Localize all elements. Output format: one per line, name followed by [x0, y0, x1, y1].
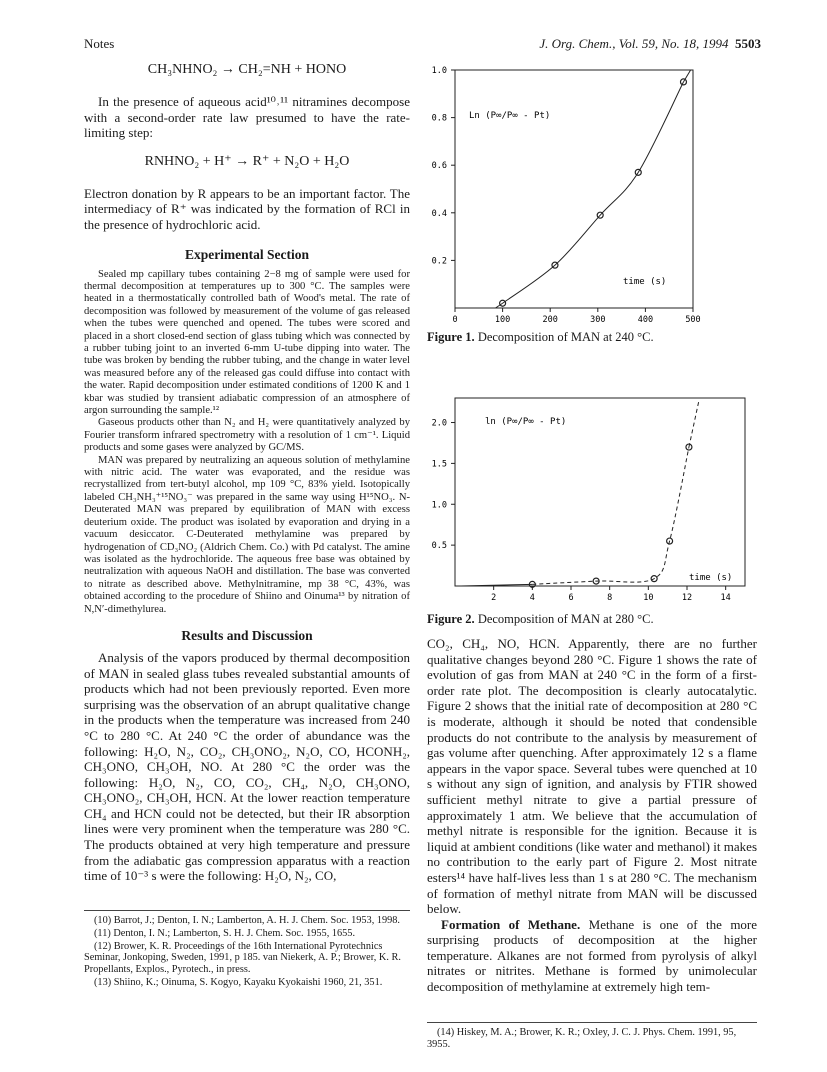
- f2-x-tick-label-14: 14: [720, 593, 731, 603]
- f2-x-tick-label-12: 12: [681, 593, 693, 603]
- experimental-paragraph-2: Gaseous products other than N₂ and H₂ were quantitatively analyzed by Fourier transform infrared spectrometry with a resolution of 1 cm⁻¹. Liquid products and some gases were analyzed by GC/MS.: [84, 417, 410, 454]
- figure-2-caption: [427, 612, 654, 627]
- figure-2-x-axis-label: time (s): [689, 573, 733, 583]
- experimental-paragraph-3: MAN was prepared by neutralizing an aqueous solution of methylamine with nitric acid. The water was evaporated, and the residue was recrystallized from tert-butyl alcohol, mp 109 °C, 83% yield. Isotopically labeled CH₃NH₃⁺¹⁵NO₃⁻ was prepared in the same way using H¹⁵NO₃. N-Deuterated MAN was prepared by equilibration of MAN with excess deuterium oxide. The product was isolated by evaporation and drying in a vacuum desiccator. C-Deuterated methylamine was prepared by hydrogenation of CD₃NO₂ (Aldrich Chem. Co.) with Pd catalyst. The amine was isolated as the hydrochloride. The aqueous free base was obtained by neutralization with aqueous NaOH and distillation. The base was converted to nitrate as described above. Methylnitramine, mp 38 °C, 43%, was obtained according to the procedure of Shiino and Oinuma¹³ by nitration of N,N′-dimethylurea.: [84, 454, 410, 615]
- f2-y-tick-label-1.0: 1.0: [431, 500, 447, 511]
- figure-1-caption: [427, 330, 654, 345]
- f1-frame: [455, 70, 693, 308]
- figure-2-plot: [427, 390, 757, 615]
- footnote-10: (10) Barrot, J.; Denton, I. N.; Lamberton, A. H. J. Chem. Soc. 1953, 1998.: [94, 915, 401, 926]
- footnotes-left: [84, 910, 410, 990]
- f2-x-tick-label-8: 8: [607, 593, 613, 603]
- f2-y-tick-label-1.5: 1.5: [431, 459, 447, 470]
- results-heading: Results and Discussion: [181, 627, 313, 643]
- equation-2: RNHNO₂ + H⁺ → R⁺ + N₂O + H₂O: [144, 153, 350, 169]
- f2-x-tick-label-10: 10: [643, 593, 654, 603]
- figure-1-caption-text: Decomposition of MAN at 240 °C.: [477, 330, 654, 344]
- f1-y-tick-label-0.2: 0.2: [431, 256, 447, 267]
- f1-y-tick-label-1.0: 1.0: [431, 66, 447, 76]
- methane-heading: Formation of Methane.: [441, 916, 581, 932]
- f1-x-tick-label-400: 400: [637, 315, 654, 325]
- paragraph-electron: Electron donation by R appears to be an important factor. The intermediacy of R⁺ was indicated by the formation of RCl in the presence of hydrochloric acid.: [84, 185, 410, 232]
- f2-y-tick-label-0.5: 0.5: [431, 541, 447, 552]
- f2-curve-end: [689, 402, 699, 447]
- figure-1-label: Figure 1.: [427, 330, 475, 344]
- figure-2-caption-text: Decomposition of MAN at 280 °C.: [477, 612, 654, 626]
- f1-x-tick-label-100: 100: [494, 315, 511, 325]
- footnotes-right: [427, 1022, 757, 1052]
- right-column: [427, 636, 757, 995]
- header-journal-info: [539, 36, 761, 52]
- f2-x-tick-label-4: 4: [529, 593, 535, 603]
- f1-x-tick-label-500: 500: [685, 315, 701, 325]
- footnote-12: (12) Brower, K. R. Proceedings of the 16th International Pyrotechnics Seminar, Jonkoping, Sweden, 1991, p 185. van Niekerk, A. P.; Brower, K. R. Propellants, Explos., Pyrotech., in press.: [84, 940, 401, 976]
- figure-1-series-label: Ln (P∞/P∞ - Pt): [469, 111, 551, 121]
- figure-2-series-label: ln (P∞/P∞ - Pt): [485, 417, 567, 427]
- footnote-14: (14) Hiskey, M. A.; Brower, K. R.; Oxley, J. C. J. Phys. Chem. 1991, 95, 3955.: [427, 1027, 737, 1050]
- f2-x-tick-label-2: 2: [491, 593, 497, 603]
- journal-volume: Vol. 59, No. 18, 1994: [618, 36, 729, 51]
- equation-1: CH₃NHNO₂ → CH₂=NH + HONO: [147, 62, 347, 77]
- f2-y-tick-label-2.0: 2.0: [431, 418, 447, 429]
- f1-y-tick-label-0.8: 0.8: [431, 113, 447, 124]
- f2-x-tick-label-6: 6: [568, 593, 574, 603]
- figure-1-plot: [427, 58, 757, 328]
- methane-text: Methane is one of the more surprising products of decomposition at the higher temperature. Alkanes are not formed from pyrolysis of alkyl nitrates or nitrites. Methane is formed by unimolecular decomposition of methylamine at extremely high tem-: [427, 916, 758, 995]
- right-paragraph-1: CO₂, CH₄, NO, HCN. Apparently, there are no further qualitative changes beyond 280 °C. Figure 1 shows the rate of evolution of gas from MAN at 240 °C in the form of a first-order rate plot. The decomposition is clearly autocatalytic. Figure 2 shows that the initial rate of decomposition at 280 °C is moderate, although it should be noted that condensible products do not contribute to the analysis by measurement of gas volume after quenching. After approximately 12 s a flame appears in the vapor space. Several tubes were quenched at 10 s without any sign of ignition, and analysis by FTIR showed sufficient methyl nitrate to give a partial pressure of approximately 1 atm. We believe that the accumulation of methyl nitrate is responsible for the ignition. Because it is liquid at ambient conditions (like water and methanol) it makes no contribution to the early part of Figure 2. Most nitrate esters¹⁴ have half-lives less than 1 s at 280 °C. The mechanism of formation of methyl nitrate from MAN will be discussed below.: [427, 636, 757, 917]
- f1-curve-end: [683, 70, 690, 82]
- figure-1-x-axis-label: time (s): [623, 277, 667, 287]
- paragraph-acid: In the presence of aqueous acid¹⁰˒¹¹ nitramines decompose with a second-order rate law presumed to have the rate-limiting step:: [84, 94, 410, 141]
- page-number: 5503: [735, 36, 761, 51]
- f1-y-tick-label-0.4: 0.4: [431, 208, 447, 219]
- f1-y-tick-label-0.6: 0.6: [431, 161, 447, 172]
- methane-paragraph: [427, 917, 757, 995]
- f2-fit-curve: [532, 447, 689, 584]
- footnote-11: (11) Denton, I. N.; Lamberton, S. H. J. Chem. Soc. 1955, 1655.: [94, 927, 356, 939]
- footnote-13: (13) Shiino, K.; Oinuma, S. Kogyo, Kayaku Kyokaishi 1960, 21, 351.: [94, 976, 383, 988]
- f1-x-tick-label-300: 300: [590, 315, 606, 325]
- journal-name: J. Org. Chem.,: [539, 36, 616, 51]
- f1-x-tick-label-200: 200: [542, 315, 558, 325]
- left-column: [84, 58, 410, 884]
- results-paragraph-1: Analysis of the vapors produced by thermal decomposition of MAN in sealed glass tubes revealed substantial amounts of products which had not been previously reported. Even more surprising was the observation of an abrupt qualitative change in the products when the temperature was increased from 240 °C to 280 °C. At 240 °C the order of abundance was the following: H₂O, N₂, CO₂, CH₃ONO₂, N₂O, CO, HCONH₂, CH₃ONO, CH₃OH, NO. At 280 °C the order was the following: H₂O, N₂, CO, CO₂, CH₄, N₂O, CH₃ONO, CH₃ONO₂, CH₃OH, HCN. At the lower reaction temperature CH₄ and HCN could not be detected, but their IR absorption lines were very prominent when the temperature was 280 °C. The products obtained at very high temperature and pressure from the adiabatic gas compression apparatus with a reaction time of 10⁻³ s were the following: H₂O, N₂, CO,: [84, 649, 410, 884]
- header-section-label: Notes: [84, 36, 115, 51]
- experimental-heading: Experimental Section: [184, 246, 310, 262]
- experimental-paragraph-1: Sealed mp capillary tubes containing 2−8 mg of sample were used for thermal decomposition at temperatures up to 300 °C. The samples were heated in a thermostatically controlled bath of Wood's metal. The rate of decomposition was followed by measurement of the volume of gas released when the tubes were quenched and opened. The tubes were scored and placed in a short closed-end section of glass tubing which was connected by a rubber tubing joint to an inverted 6-mm U-tube dipping into water. The tube was broken by bending the rubber tubing, and the change in water level was measured before any of the released gas could diffuse into contact with the water. Rapid decomposition under estimated conditions of 1200 K and 1 kbar was studied by transient adiabatic compression of an atmosphere of argon surrounding the sample.¹²: [84, 268, 410, 417]
- f1-x-tick-label-0: 0: [452, 315, 458, 325]
- figure-2-label: Figure 2.: [427, 612, 475, 626]
